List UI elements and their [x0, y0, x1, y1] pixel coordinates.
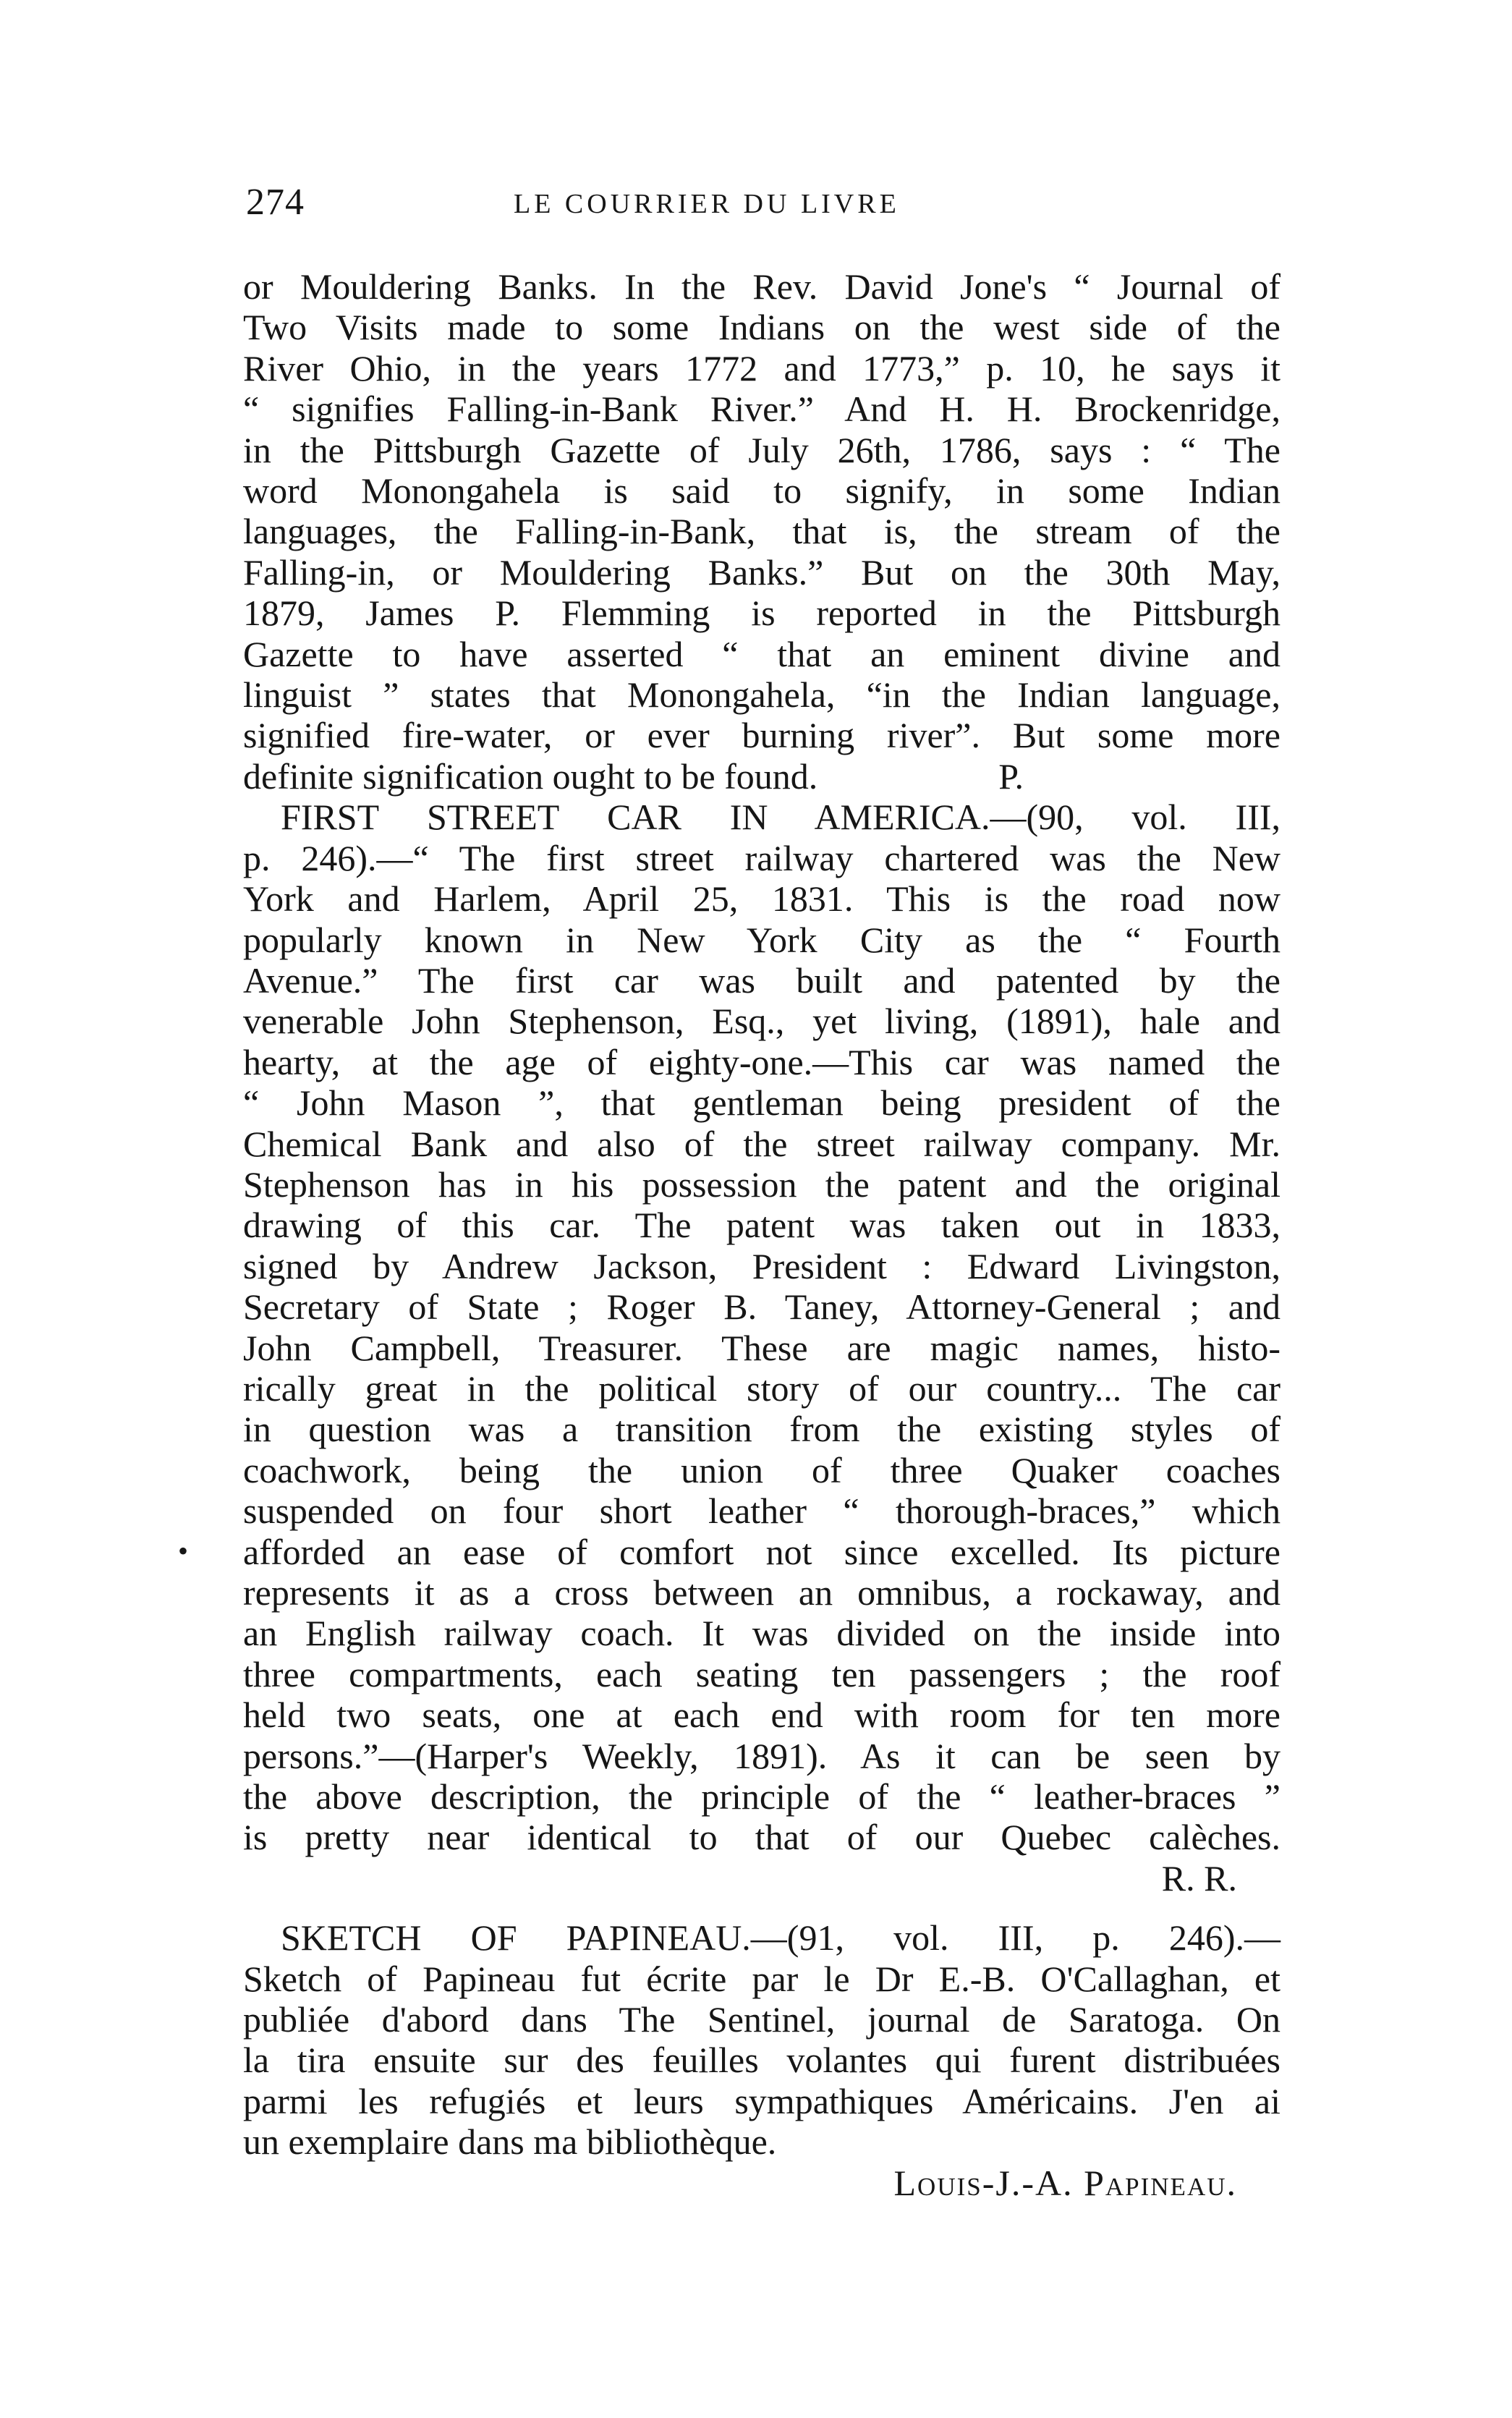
text-line: Two Visits made to some Indians on the west side of the	[243, 307, 1280, 348]
text-line: Secretary of State ; Roger B. Taney, Attorney-General ; and	[243, 1286, 1280, 1328]
text-line-signed: definite signification ought to be found. P.	[243, 755, 1024, 797]
text-line: River Ohio, in the years 1772 and 1773,” p. 10, he says it	[243, 347, 1280, 389]
text-line: an English railway coach. It was divided on the inside into	[243, 1613, 1280, 1654]
text-line: York and Harlem, April 25, 1831. This is the road now	[243, 878, 1280, 920]
text-line: “ John Mason ”, that gentleman being president of the	[243, 1082, 1280, 1124]
text-line: p. 246).—“ The first street railway chartered was the New	[243, 837, 1280, 878]
text-line: signified fire-water, or ever burning river”. But some more	[243, 715, 1280, 756]
text-line: suspended on four short leather “ thorough-braces,” which	[243, 1490, 1280, 1532]
text-line: Stephenson has in his possession the patent and the original	[243, 1163, 1280, 1205]
text-line: word Monongahela is said to signify, in some Indian	[243, 470, 1280, 512]
margin-mark: •	[178, 1535, 189, 1567]
text-line: is pretty near identical to that of our Quebec calèches.	[243, 1817, 1280, 1858]
text-line: hearty, at the age of eighty-one.—This car was named the	[243, 1041, 1280, 1082]
page-number: 274	[246, 182, 305, 223]
text-line: linguist ” states that Monongahela, “in the Indian language,	[243, 674, 1280, 716]
text-line: “ signifies Falling-in-Bank River.” And H. H. Brockenridge,	[243, 389, 1280, 430]
text-line: coachwork, being the union of three Quaker coaches	[243, 1449, 1280, 1490]
text-line: in the Pittsburgh Gazette of July 26th, 1786, says : “ The	[243, 429, 1280, 470]
text-line: afforded an ease of comfort not since excelled. Its picture	[243, 1531, 1280, 1572]
text-line: popularly known in New York City as the “ Fourth	[243, 919, 1280, 960]
section-heading-papineau: SKETCH OF PAPINEAU.—(91, vol. III, p. 246).—	[281, 1917, 1280, 1959]
page-header	[246, 181, 1273, 232]
text-line: languages, the Falling-in-Bank, that is, the stream of the	[243, 511, 1280, 552]
text-line: Sketch of Papineau fut écrite par le Dr E.-B. O'Callaghan, et	[243, 1958, 1280, 1999]
body-text	[243, 266, 1280, 2203]
text-line: la tira ensuite sur des feuilles volantes qui furent distribuées	[243, 2040, 1280, 2081]
text-line: the above description, the principle of the “ leather-braces ”	[243, 1776, 1280, 1817]
running-head: LE COURRIER DU LIVRE	[514, 189, 900, 219]
signature-papineau: Louis-J.-A. Papineau.	[893, 2162, 1237, 2203]
text-line: three compartments, each seating ten passengers ; the roof	[243, 1653, 1280, 1694]
text-line: Avenue.” The first car was built and patented by the	[243, 959, 1280, 1001]
signature-rr: R. R.	[1161, 1857, 1237, 1899]
text-line: drawing of this car. The patent was taken out in 1833,	[243, 1205, 1280, 1246]
text-line: Falling-in, or Mouldering Banks.” But on the 30th May,	[243, 551, 1280, 593]
text-line: un exemplaire dans ma bibliothèque.	[243, 2121, 777, 2163]
text-line: publiée d'abord dans The Sentinel, journal de Saratoga. On	[243, 1999, 1280, 2040]
text-line: represents it as a cross between an omnibus, a rockaway, and	[243, 1572, 1280, 1613]
text-line: persons.”—(Harper's Weekly, 1891). As it can be seen by	[243, 1735, 1280, 1776]
text-line: Gazette to have asserted “ that an eminent divine and	[243, 633, 1280, 674]
text-line: parmi les refugiés et leurs sympathiques Américains. J'en ai	[243, 2080, 1280, 2121]
text-line: 1879, James P. Flemming is reported in the Pittsburgh	[243, 593, 1280, 634]
text-line: in question was a transition from the existing styles of	[243, 1409, 1280, 1450]
text-line: rically great in the political story of our country... The car	[243, 1367, 1280, 1409]
text-line: signed by Andrew Jackson, President : Edward Livingston,	[243, 1245, 1280, 1286]
text-line: Chemical Bank and also of the street railway company. Mr.	[243, 1123, 1280, 1164]
text-line: John Campbell, Treasurer. These are magic names, histo-	[243, 1327, 1280, 1368]
text-line: or Mouldering Banks. In the Rev. David Jone's “ Journal of	[243, 266, 1280, 307]
text-line: held two seats, one at each end with room for ten more	[243, 1694, 1280, 1736]
text-line: venerable John Stephenson, Esq., yet living, (1891), hale and	[243, 1001, 1280, 1042]
section-heading-street-car: FIRST STREET CAR IN AMERICA.—(90, vol. III,	[281, 797, 1280, 838]
